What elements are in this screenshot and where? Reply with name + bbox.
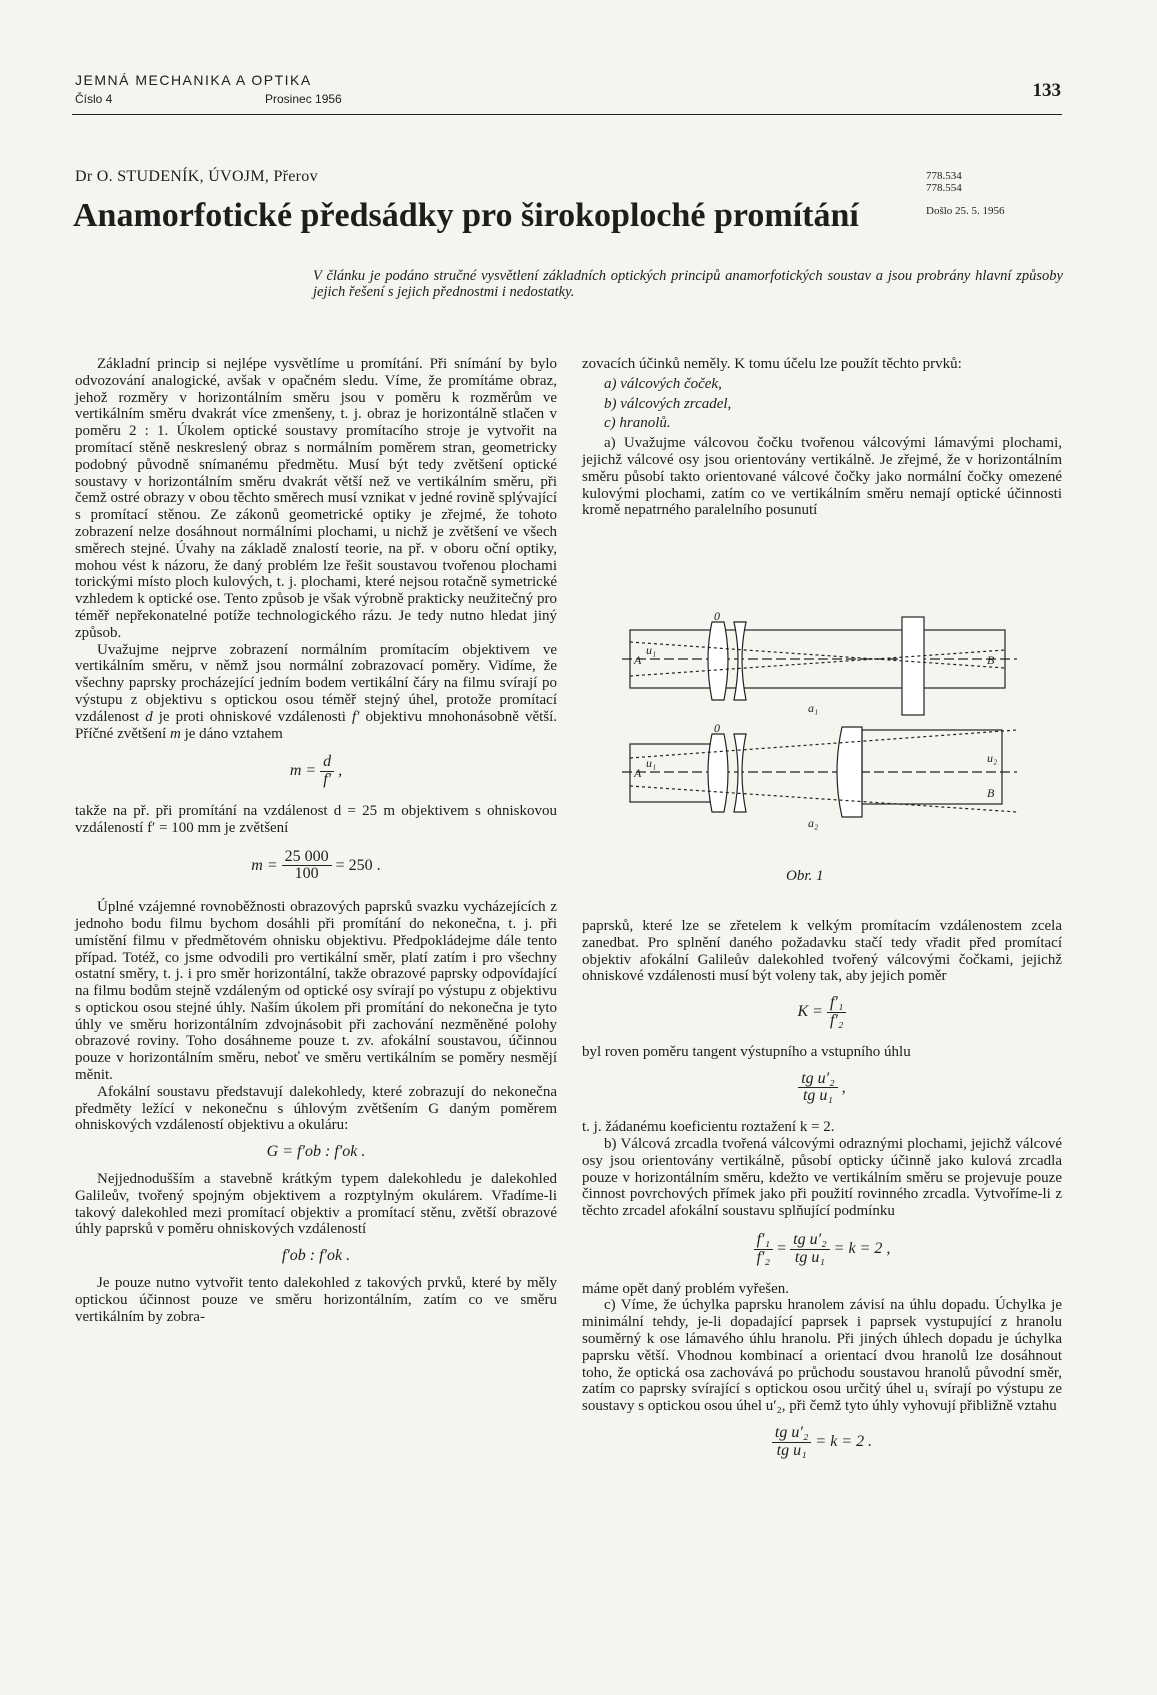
fraction xyxy=(320,754,334,789)
denominator: tg u₁ xyxy=(802,1087,833,1105)
issue-number: Číslo 4 xyxy=(75,92,113,106)
text-run: je proti ohniskové vzdálenosti xyxy=(158,708,346,725)
fig-label: A xyxy=(634,653,642,667)
denominator: f′ xyxy=(323,771,332,789)
udc-code: 778.554 xyxy=(926,182,962,194)
udc-codes xyxy=(926,170,962,194)
eq-lhs: K = xyxy=(797,1003,823,1021)
numerator: f′₁ xyxy=(827,995,847,1013)
paragraph: Úplné vzájemné rovnoběžnosti obrazových paprsků svazku vycházejících z jednoho bodu filmu bychom dosáhli při promítání do nekonečna, t. j. při umístění filmu v předmětovém ohnisku objektivu. Předpokládejme dále tento případ. Totéž, co jsme odvodili pro vertikální směr, platí zatím i pro všechny ostatní směry, t. j. i pro směr horizontální, takže obrazové paprsky odpovídající na filmu bodům stejně vzdáleným od optické osy svírají po výstupu z objektivu s optickou osou stejné úhly. Naším úkolem při promítání do nekonečna je tyto úhly ve směru horizontálním zdvojnásobit při zachování nezměněné polohy obrazové roviny. Toho dosáhneme pouze t. zv. afokální soustavou, účinnou pouze v horizontálním směru, neboť ve směru vertikálním se poměry nesmějí měnit. xyxy=(75,899,557,1084)
column-right-top xyxy=(582,356,1062,519)
fraction xyxy=(754,1232,774,1267)
eq-tail: , xyxy=(338,762,343,780)
abstract: V článku je podáno stručné vysvětlení základních optických principů anamorfotických soustav a jsou probrány hlavní způsoby jejich řešení s jejich přednostmi i nedostatky. xyxy=(313,268,1063,300)
paragraph: a) Uvažujme válcovou čočku tvořenou válcovými lámavými plochami, jejichž válcové osy jsou orientovány vertikálně. Je zřejmé, že v horizontálním směru působí takto orientované válcové čočky jako normální čočky omezené kulovými plochami, zatím co ve vertikálním směru nemají optické účinnosti kromě nepatrného paralelního posunutí xyxy=(582,435,1062,519)
paragraph: paprsků, které lze se zřetelem k velkým promítacím vzdálenostem zcela zanedbat. Pro splnění daného požadavku stačí tedy vřadit před promítací objektiv afokální Galileův dalekohled tvořený válcovými čočkami, jejichž ohniskové vzdálenosti musí být voleny tak, aby jejich poměr xyxy=(582,918,1062,985)
denominator: f′₂ xyxy=(756,1248,771,1266)
fig-label: u₂ xyxy=(987,751,998,765)
numerator: tg u′₂ xyxy=(790,1232,830,1250)
eq-rhs: = k = 2 . xyxy=(815,1432,873,1450)
text-run: Uvažujme nejprve zobrazení normálním promítacím objektivem ve vertikálním směru, v němž jsou normální zobrazovací poměry. Vidíme, že všechny paprsky procházející jedním bodem vertikální čáry na filmu svírají po výstupu z objektivu s optickou osou téměř stejný úhel, protože promítací vzdálenost xyxy=(75,641,557,725)
lens-element xyxy=(734,622,746,700)
lens-element xyxy=(708,734,728,812)
cylinder-lens xyxy=(902,617,924,715)
eq-rhs: = 250 . xyxy=(335,856,381,874)
denominator: 100 xyxy=(294,865,319,883)
journal-name: JEMNÁ MECHANIKA A OPTIKA xyxy=(75,72,312,88)
denominator: f′₂ xyxy=(829,1011,844,1029)
paragraph: takže na př. při promítání na vzdálenost d = 25 m objektivem s ohniskovou vzdáleností f′ = 100 mm je zvětšení xyxy=(75,802,557,836)
fig-label: 0 xyxy=(714,721,720,735)
paragraph: Základní princip si nejlépe vysvětlíme u promítání. Při snímání by bylo odvozování analogické, avšak v opačném sledu. Víme, že promítáme obraz, jehož rozměry v horizontálním směru jsou v poměru k rozměrům ve vertikálním směru dvakrát více zmenšeny, t. j. obraz je horizontálně stlačen v poměru 2 : 1. Úkolem optické soustavy promítacího stroje je vytvořit na promítací stěně neskreslený obraz s normálním poměrem stran, geometricky podobný původně snímanému předmětu. Musí být tedy zvětšení optické soustavy v horizontálním směru dvakrát větší než ve vertikálním směru, při čemž ostré obrazy v obou těchto směrech musí vznikat v jedné rovině splývající s promítací stěnou. Ze zákonů geometrické optiky je zřejmé, že tohoto zobrazení nelze dosáhnout normálními plochami, u nichž je zvětšení ve všech směrech stejné. Úvahy na základě znalostí teorie, na př. v oboru oční optiky, mohou vést k názoru, že daný problém lze řešit soustavou tvořenou plochami torickými místo ploch kulových, t. j. plochami, které nejsou rotačně symetrické vzhledem k optické ose. Tento způsob je však výrobně prakticky neužitečný pro téměř nepřekonatelné potíže technologického rázu. Je tedy nutno hledat jiný způsob. xyxy=(75,356,557,641)
paragraph: b) Válcová zrcadla tvořená válcovými odraznými plochami, jejichž válcové osy jsou orientovány vertikálně, působí opticky účinně jako kulová zrcadla pouze v horizontálním směru, kdežto ve vertikálním směru se projevuje pouze činnost povrchových přímek jako při použití rovinného zrcadla. Vytvoříme-li z těchto zrcadel afokální soustavu splňující podmínku xyxy=(582,1135,1062,1220)
symbol: f′ xyxy=(351,708,360,725)
equation-magnification xyxy=(75,754,557,789)
list-item: a) válcových čoček, xyxy=(604,375,722,392)
eq-rhs: = k = 2 , xyxy=(833,1239,891,1257)
denominator: tg u₁ xyxy=(794,1248,825,1266)
equation-prism xyxy=(582,1425,1062,1460)
lens-element xyxy=(708,622,728,700)
issue-date: Prosinec 1956 xyxy=(265,92,342,106)
text-run: je dáno vztahem xyxy=(184,725,283,742)
paragraph: t. j. žádanému koeficientu roztažení k = 2. xyxy=(582,1119,835,1136)
lens-element xyxy=(734,734,746,812)
symbol: d xyxy=(145,708,153,725)
fig-label: A xyxy=(634,766,642,780)
list-item: c) hranolů. xyxy=(604,415,671,432)
fraction xyxy=(282,849,332,884)
symbol: m xyxy=(169,725,181,742)
equation-tangent-ratio xyxy=(582,1071,1062,1106)
header-rule xyxy=(72,114,1062,115)
fig-label: B xyxy=(987,786,995,800)
eq-lhs: m = xyxy=(251,856,278,874)
figure-caption: Obr. 1 xyxy=(786,868,824,884)
numerator: 25 000 xyxy=(282,849,332,867)
column-right-bottom xyxy=(582,918,1062,1470)
paragraph: zovacích účinků neměly. K tomu účelu lze použít těchto prvků: xyxy=(582,356,962,372)
cylinder-lens xyxy=(837,727,862,817)
numerator: tg u′₂ xyxy=(798,1071,838,1089)
equation-K xyxy=(582,995,1062,1030)
paragraph xyxy=(75,642,557,743)
fig-label: a₂ xyxy=(808,816,819,830)
numerator: tg u′₂ xyxy=(772,1425,812,1443)
denominator: tg u₁ xyxy=(776,1441,807,1459)
text-run: objektivu mnohonásobně větší. Příčné zvětšení xyxy=(75,708,558,742)
eq-lhs: m = xyxy=(289,762,317,780)
beam-outline xyxy=(862,730,1002,804)
fraction xyxy=(827,995,847,1030)
article-author: Dr O. STUDENÍK, ÚVOJM, Přerov xyxy=(75,168,318,185)
fig-label: a₁ xyxy=(808,701,819,715)
paragraph: byl roven poměru tangent výstupního a vstupního úhlu xyxy=(582,1043,911,1060)
optical-diagram xyxy=(612,612,1032,862)
equation-condition: $\frac{\text{f′₁}}{\text{f′₂}}$ = $\frac{\text{tg u′₂}}{\text{tg u₁}}$ = k = 2 , xyxy=(582,1232,1062,1267)
equation-ratio: f′ob : f′ok . xyxy=(281,1247,351,1265)
article-title: Anamorfotické předsádky pro širokoploché promítání xyxy=(73,197,859,234)
received-date: Došlo 25. 5. 1956 xyxy=(926,205,1005,217)
page-number: 133 xyxy=(1032,80,1061,101)
paragraph: Nejjednodušším a stavebně krátkým typem dalekohledu je dalekohled Galileův, tvořený spojným objektivem a rozptylným okulárem. Vřadíme-li takový dalekohled mezi promítací objektiv a promítací stěnu, zvětší obrazové úhly paprsků v poměru ohniskových vzdáleností xyxy=(75,1171,557,1238)
fig-label: u₁ xyxy=(646,643,657,657)
fig-label: u₁ xyxy=(646,756,657,770)
fraction xyxy=(772,1425,812,1460)
list-item: b) válcových zrcadel, xyxy=(604,395,732,412)
paragraph: c) Víme, že úchylka paprsku hranolem závisí na úhlu dopadu. Úchylka je minimální tehdy, je-li dopadající paprsek i paprsek vystupující z hranolu souměrný k ose lámavého úhlu hranolu. Při jiných úhlech dopadu je úchylka paprsku větší. Vhodnou kombinací a orientací dvou hranolů lze dosáhnout toho, že optická osa zachovává po průchodu soustavou hranolů původní směr, zatím co paprsky svírající s optickou osou určitý úhel u₁ svírají po výstupu ze soustavy s optickou osou úhel u′₂, při čemž tyto úhly vyhovují přibližně vztahu xyxy=(582,1297,1062,1415)
eq-tail: , xyxy=(841,1078,846,1096)
fig-label: 0 xyxy=(714,612,720,623)
fraction xyxy=(790,1232,830,1267)
paragraph: máme opět daný problém vyřešen. xyxy=(582,1280,790,1297)
numerator: f′₁ xyxy=(754,1232,774,1250)
paragraph: Je pouze nutno vytvořit tento dalekohled z takových prvků, které by měly optickou účinnost pouze ve směru horizontálním, zatím co ve směru vertikálním by zobra- xyxy=(75,1275,557,1325)
paragraph: Afokální soustavu představují dalekohledy, které zobrazují do nekonečna předměty ležící v nekonečnu s úhlovým zvětšením G daným poměrem ohniskových vzdáleností objektivu a okuláru: xyxy=(75,1083,557,1134)
fig-label: B xyxy=(987,653,995,667)
column-left xyxy=(75,356,557,1325)
numerator: d xyxy=(320,754,334,772)
udc-code: 778.534 xyxy=(926,170,962,182)
equation-angular: G = f′ob : f′ok . xyxy=(266,1143,366,1161)
fraction xyxy=(798,1071,838,1106)
equation-numeric xyxy=(75,849,557,884)
